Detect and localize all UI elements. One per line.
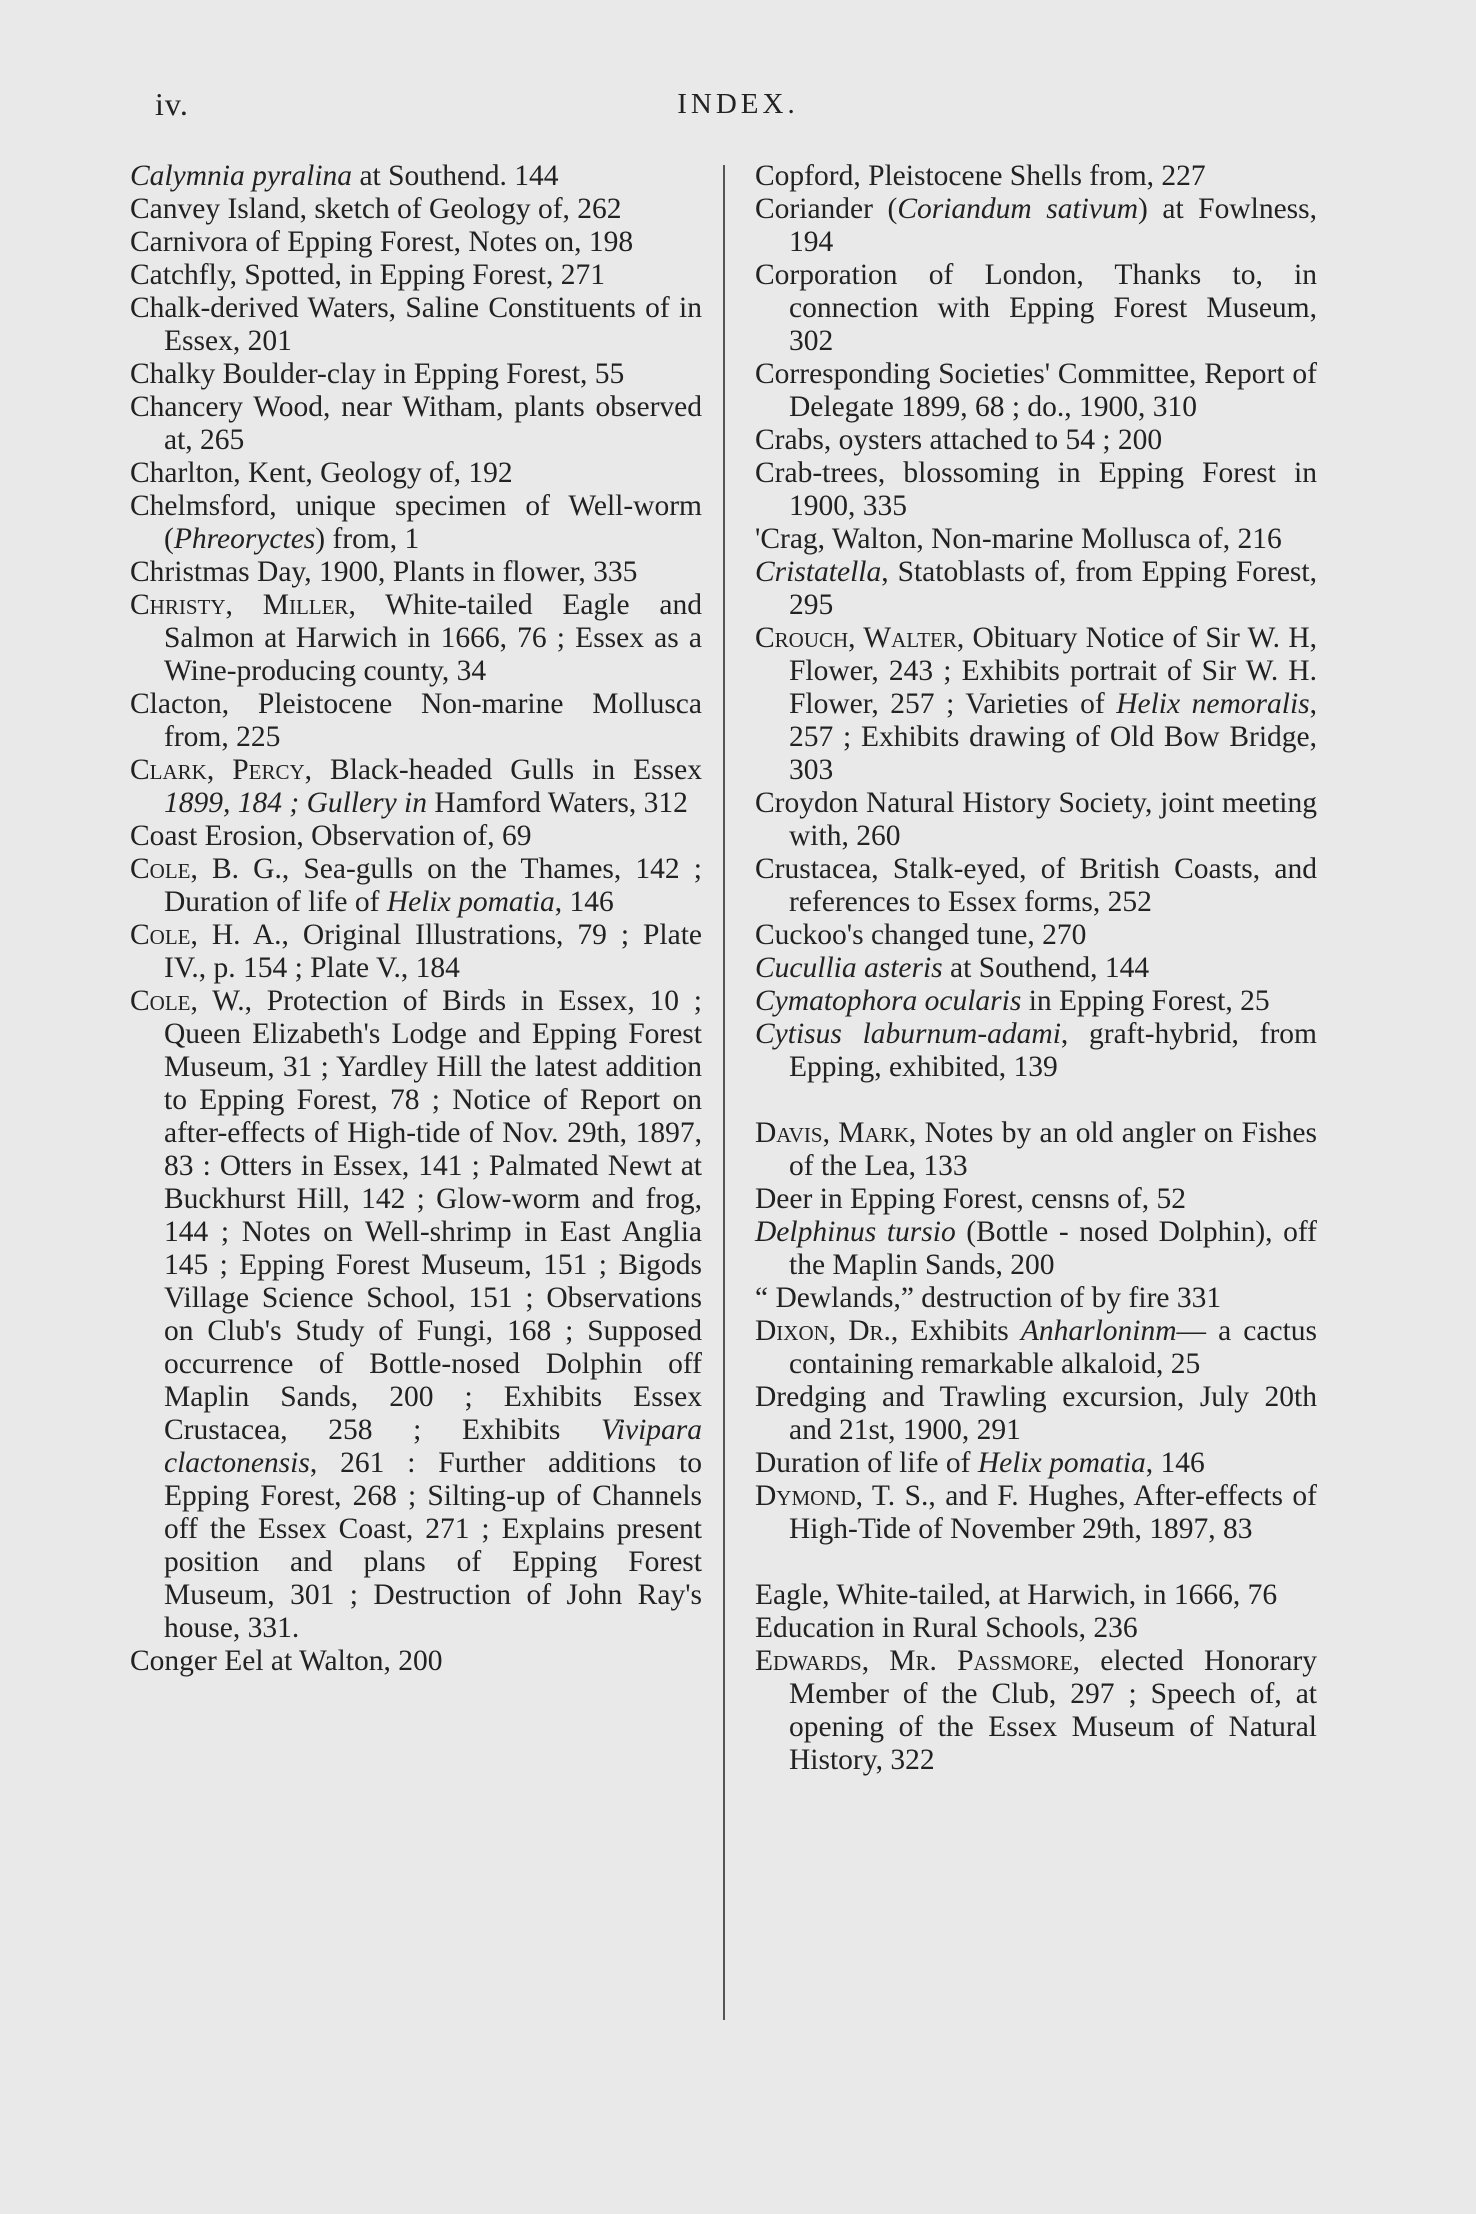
index-entry [130,193,702,226]
entry-text: Cymatophora ocularis [755,985,1022,1017]
index-entry [755,457,1317,523]
index-entry [130,754,702,820]
entry-text: Viviparа clactonensis [164,1414,702,1479]
entry-text: , 146 [1145,1447,1205,1479]
entry-text: Eagle, White-tailed, at Harwich, in 1666, 76 [755,1579,1278,1611]
entry-gap [755,1084,1317,1117]
index-entry [755,193,1317,259]
entry-text: Cole, H. A., [130,919,289,951]
entry-text: , 261 : Further additions to Epping Forest, 268 ; Silting-up of Channels off the Essex Coast, 271 ; Explains present position and plans of Epping Forest Museum, 301 ; Destruction of John Ray's house, 331. [164,1447,702,1644]
entry-text: Coriandum sativum [897,193,1139,225]
entry-text: Delphinus tursio [755,1216,956,1248]
entry-text: Cuckoo's changed tune, 270 [755,919,1087,951]
entry-text: Corresponding Societies' Committee, Report of Delegate 1899, 68 ; do., 1900, 310 [755,358,1317,423]
entry-text: , graft-hybrid, from Epping, exhibited, 139 [789,1018,1317,1083]
index-entry [130,820,702,853]
index-entry [755,358,1317,424]
entry-text: Chalky Boulder-clay in Epping Forest, 55 [130,358,625,390]
entry-text: 'Crag, Walton, Non-marine Mollusca of, 216 [755,523,1282,555]
entry-text: Corporation of London, Thanks to, in connection with Epping Forest Museum, 302 [755,259,1317,357]
entry-text: Chelmsford, unique specimen of Well-worm ( [130,490,702,555]
entry-text: Canvey Island, sketch of Geology of, 262 [130,193,622,225]
entry-text: Phreoryctes [173,523,316,555]
index-entry [130,160,702,193]
index-entry [130,490,702,556]
entry-text: Dixon, Dr., [755,1315,899,1347]
running-head: INDEX. [677,88,799,120]
entry-text: ) at Fowlness, 194 [789,193,1318,258]
index-entry [130,391,702,457]
index-entry [130,457,702,490]
index-entry [755,1216,1317,1282]
entry-text: Christy, Miller, [130,589,356,621]
entry-text: — a cactus containing remarkable alkaloid, 25 [789,1315,1317,1380]
index-entry [755,853,1317,919]
entry-text: Duration of life of [755,1447,978,1479]
index-entry [755,1612,1317,1645]
index-entry [130,688,702,754]
entry-text: Education in Rural Schools, 236 [755,1612,1138,1644]
entry-text: , 257 ; Exhibits drawing of Old Bow Bridge, 303 [789,688,1317,786]
index-entry [130,919,702,985]
entry-text: Calymnia pyralina [130,160,353,192]
entry-text: at Southend, 144 [942,952,1150,984]
entry-text: Protection of Birds in Essex, 10 ; Queen Elizabeth's Lodge and Epping Forest Museum, 31 ; Yardley Hill the latest addition to Epping Forest, 78 ; Notice of Report on after-effects of High-tide of Nov. 29th, 1897, 83 : Otters in Essex, 141 ; Palmated Newt at Buckhurst Hill, 142 ; Glow-worm and frog, 144 ; Notes on Well-shrimp in East Anglia 145 ; Epping Forest Museum, 151 ; Bigods Village Science School, 151 ; Observations on Club's Study of Fungi, 168 ; Supposed occurrence of Bottle-nosed Dolphin off Maplin Sands, 200 ; Exhibits Essex Crustacea, 258 ; Exhibits [164,985,702,1446]
index-entry [755,523,1317,556]
entry-text: Davis, Mark, [755,1117,917,1149]
entry-text: Clark, Percy, [130,754,313,786]
entry-text: , Statoblasts of, from Epping Forest, 295 [789,556,1317,621]
index-entry [755,1183,1317,1216]
entry-text: Coriander ( [755,193,898,225]
entry-text: Copford, Pleistocene Shells from, 227 [755,160,1206,192]
entry-text: Clacton, Pleistocene Non-marine Mollusca from, 225 [130,688,702,753]
index-entry [130,358,702,391]
entry-text: Carnivora of Epping Forest, Notes on, 198 [130,226,634,258]
entry-text: , 146 [554,886,614,918]
index-entry [130,259,702,292]
index-entry [755,919,1317,952]
index-entry [755,1447,1317,1480]
entry-text: Conger Eel at Walton, 200 [130,1645,443,1677]
index-entry [130,589,702,688]
entry-text: Dymond, T. S., [755,1480,936,1512]
entry-text: Charlton, Kent, Geology of, 192 [130,457,513,489]
entry-text: Coast Erosion, Observation of, 69 [130,820,532,852]
index-entry [130,985,702,1645]
page-header [0,86,1476,136]
entry-text: Cole, B. G., [130,853,290,885]
entry-text: Notes by an old angler on Fishes of the Lea, 133 [789,1117,1317,1182]
entry-text: Chancery Wood, near Witham, plants observed at, 265 [130,391,702,456]
index-entry [130,226,702,259]
entry-text: Chalk-derived Waters, Saline Constituents of in Essex, 201 [130,292,702,357]
entry-text: 1899, 184 ; Gullery in [164,787,428,819]
entry-text: Helix pomatia [977,1447,1146,1479]
entry-text: Cucullia asteris [755,952,943,984]
entry-text: White-tailed Eagle and Salmon at Harwich in 1666, 76 ; Essex as a Wine-producing county, 34 [164,589,702,687]
entry-text: Crouch, Walter, [755,622,965,654]
entry-text: Cole, W., [130,985,252,1017]
entry-text: Croydon Natural History Society, joint meeting with, 260 [755,787,1317,852]
index-entry [755,787,1317,853]
index-entry [755,622,1317,787]
entry-text: Cristatella [755,556,882,588]
index-entry [755,556,1317,622]
entry-text: Christmas Day, 1900, Plants in flower, 335 [130,556,638,588]
index-entry [755,985,1317,1018]
index-entry [755,424,1317,457]
entry-text: (Bottle - nosed Dolphin), off the Maplin Sands, 200 [789,1216,1317,1281]
index-entry [755,1315,1317,1381]
index-column-left [130,160,702,1678]
entry-text: Anharloninm [1020,1315,1177,1347]
index-entry [755,1381,1317,1447]
column-divider [723,165,725,2020]
entry-gap [755,1546,1317,1579]
index-entry [755,1117,1317,1183]
entry-text: at Southend. 144 [352,160,559,192]
entry-text: Hamford Waters, 312 [427,787,688,819]
index-entry [755,952,1317,985]
entry-text: Crab-trees, blossoming in Epping Forest in 1900, 335 [755,457,1317,522]
index-entry [755,160,1317,193]
index-entry [755,1645,1317,1777]
index-entry [755,1579,1317,1612]
entry-text: elected Honorary Member of the Club, 297 ; Speech of, at opening of the Essex Museum of Natural History, 322 [789,1645,1317,1776]
entry-text: Crabs, oysters attached to 54 ; 200 [755,424,1163,456]
entry-text: ) from, 1 [315,523,420,555]
index-entry [755,1480,1317,1546]
index-entry [755,1018,1317,1084]
entry-text: in Epping Forest, 25 [1021,985,1270,1017]
entry-text: Helix nemoralis [1116,688,1310,720]
entry-text: Crustacea, Stalk-eyed, of British Coasts, and references to Essex forms, 252 [755,853,1317,918]
entry-text: Catchfly, Spotted, in Epping Forest, 271 [130,259,605,291]
entry-text: “ Dewlands,” destruction of by fire 331 [755,1282,1222,1314]
entry-text: Original Illustrations, 79 ; Plate IV., p. 154 ; Plate V., 184 [164,919,702,984]
entry-text: and F. Hughes, After-effects of High-Tide of November 29th, 1897, 83 [789,1480,1318,1545]
index-column-right [755,160,1317,1777]
index-entry [130,853,702,919]
index-entry [130,556,702,589]
entry-text: Edwards, Mr. Passmore, [755,1645,1081,1677]
entry-text: Cytisus laburnum-adami [755,1018,1061,1050]
entry-text: Black-headed Gulls in Essex [312,754,702,786]
index-entry [130,1645,702,1678]
entry-text: Deer in Epping Forest, censns of, 52 [755,1183,1186,1215]
entry-text: Obituary Notice of Sir W. H, Flower, 243 ; Exhibits portrait of Sir W. H. Flower, 257 ; Varieties of [789,622,1317,720]
entry-text: Dredging and Trawling excursion, July 20th and 21st, 1900, 291 [755,1381,1317,1446]
entry-text: Helix pomatia [386,886,555,918]
index-entry [130,292,702,358]
index-entry [755,259,1317,358]
entry-text: Sea-gulls on the Thames, 142 ; Duration of life of [164,853,702,918]
page-number: iv. [155,86,189,122]
index-entry [755,1282,1317,1315]
entry-text: Exhibits [898,1315,1021,1347]
